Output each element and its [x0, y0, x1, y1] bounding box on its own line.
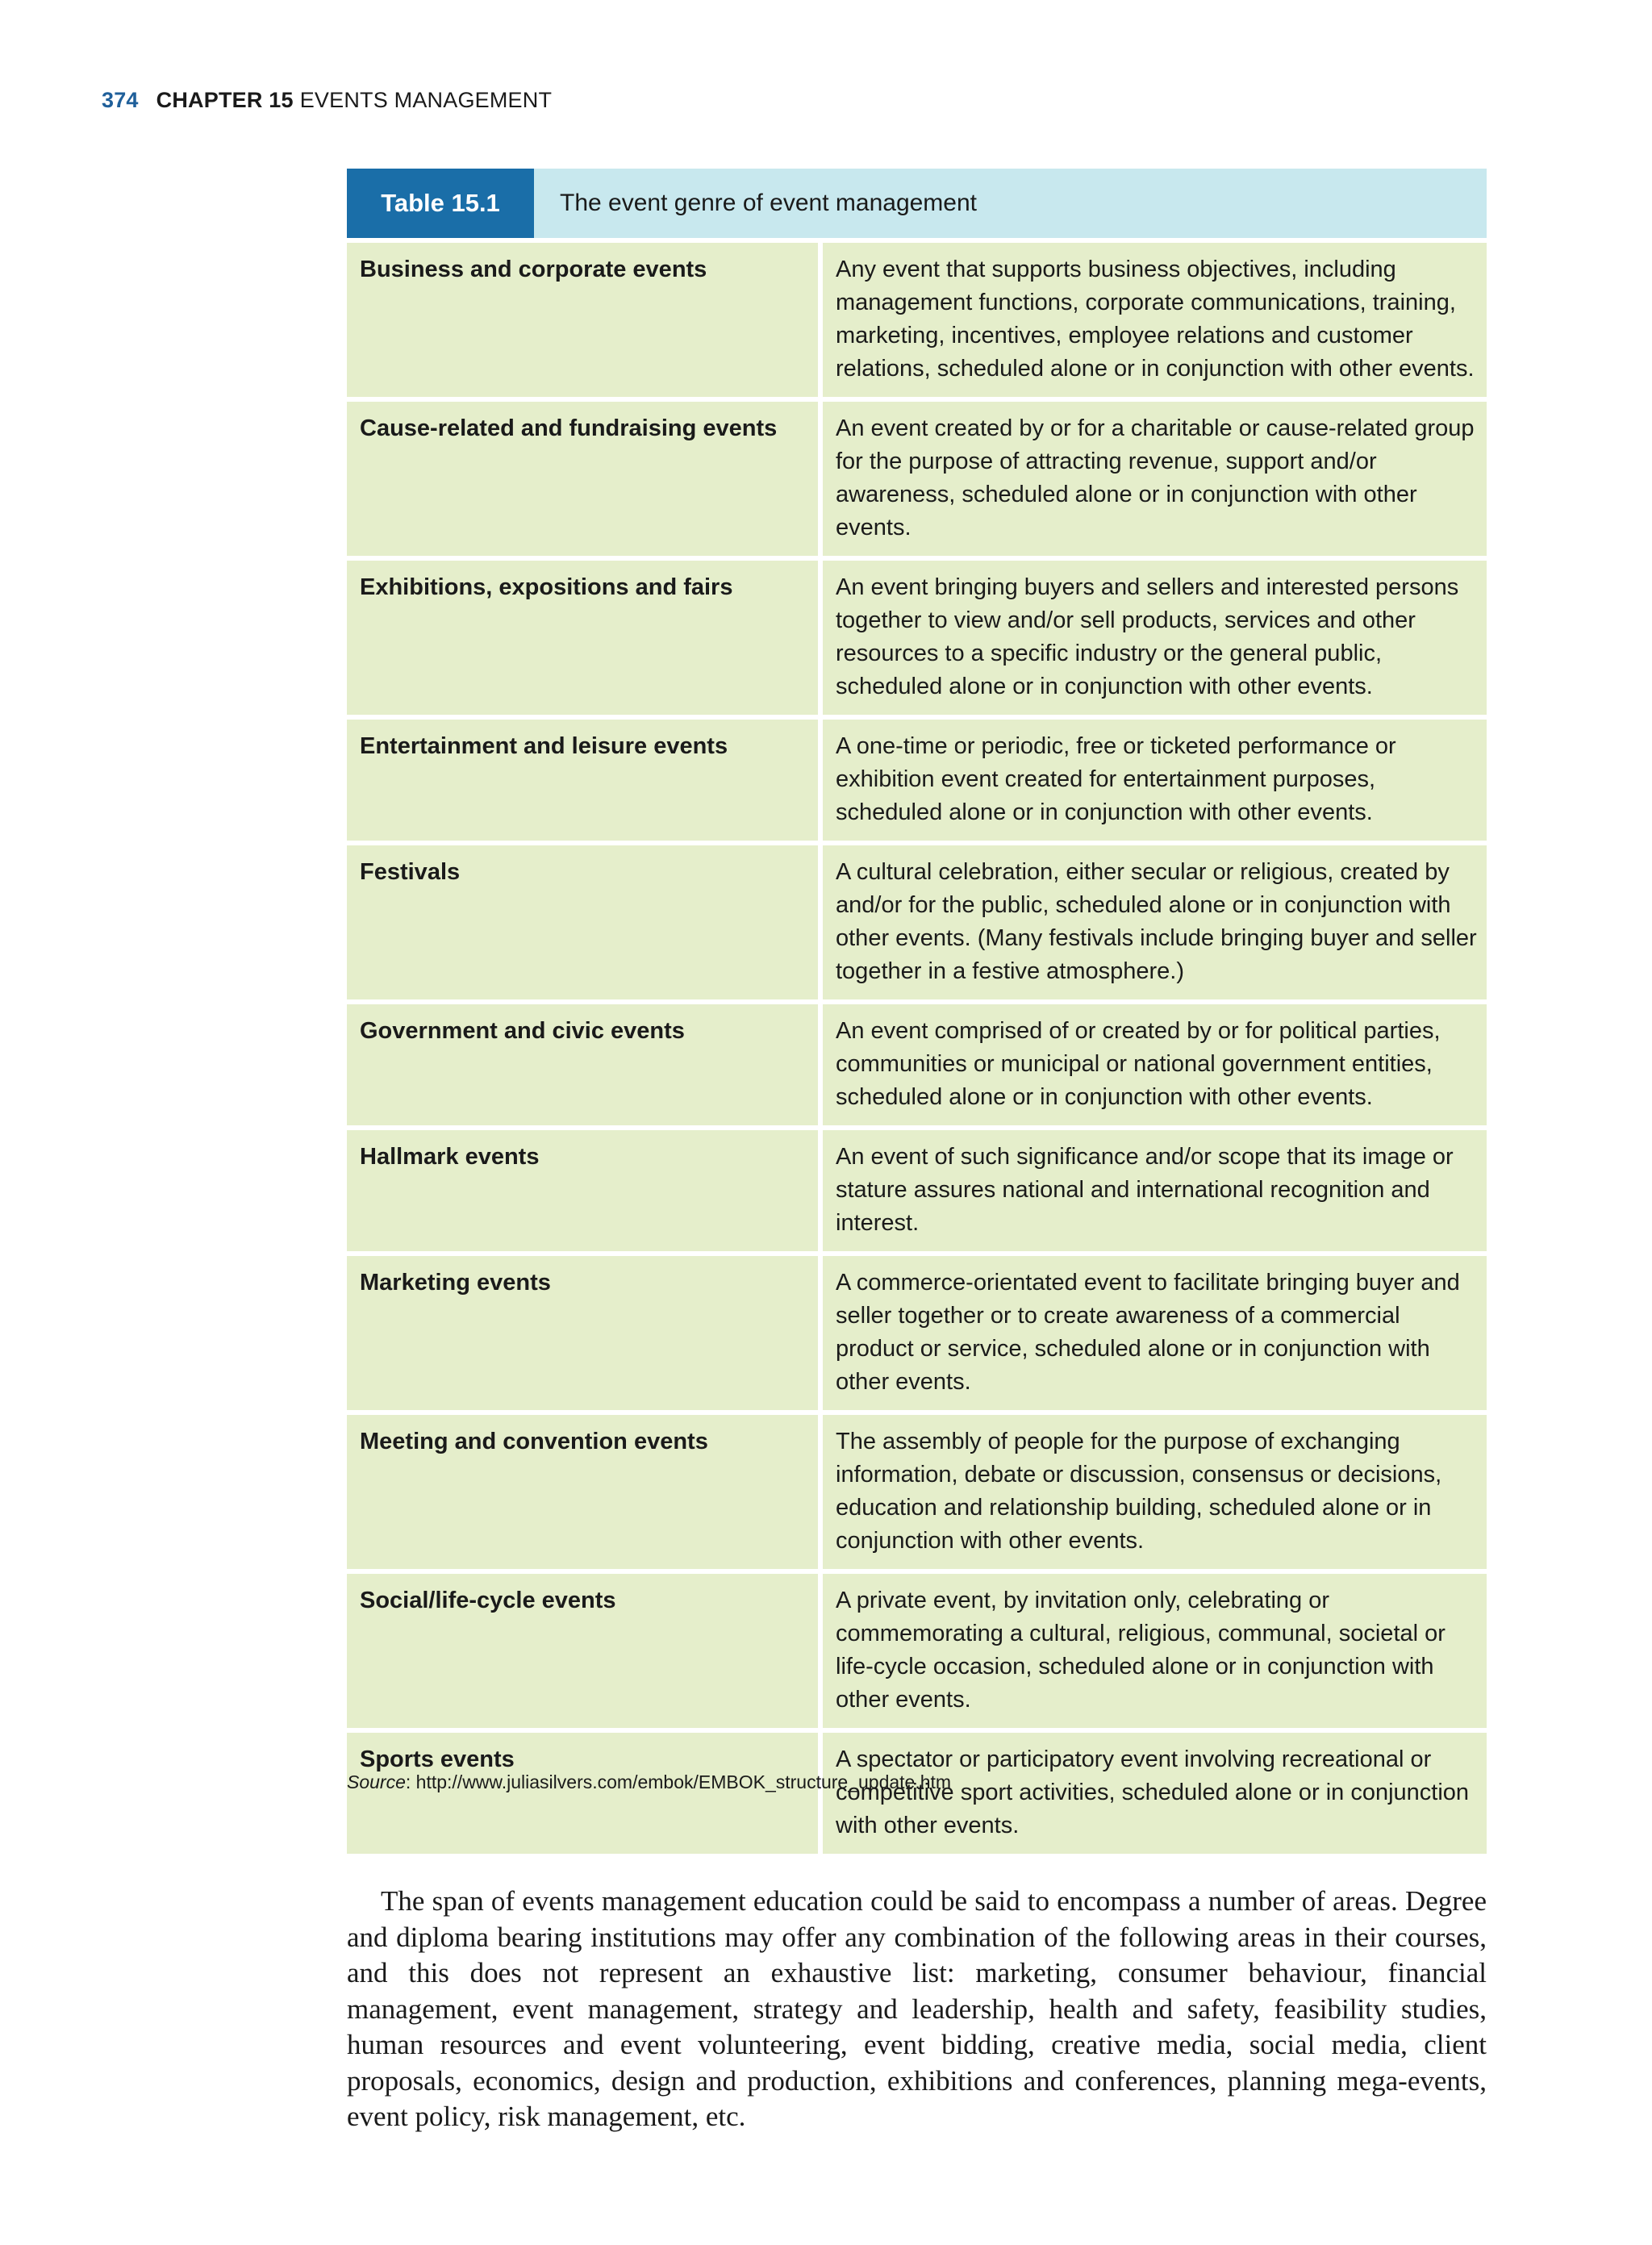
description-cell: An event created by or for a charitable or cause-related group for the purpose of attracting revenue, support and/or awareness, scheduled alone or in conjunction with other events. — [823, 402, 1487, 556]
table-row — [347, 1256, 1487, 1410]
genre-cell: Festivals — [347, 845, 818, 999]
source-url: : http://www.juliasilvers.com/embok/EMBOK_structure_update.htm — [405, 1771, 952, 1792]
table-row — [347, 402, 1487, 556]
genre-cell: Sports events — [347, 1733, 818, 1854]
table-row — [347, 1130, 1487, 1251]
table-row — [347, 1733, 1487, 1854]
description-cell: Any event that supports business objectives, including management functions, corporate communications, training, marketing, incentives, employee relations and customer relations, scheduled alone or in conjunction with other events. — [823, 243, 1487, 397]
table-label: Table 15.1 — [347, 169, 534, 238]
description-cell: An event of such significance and/or scope that its image or stature assures national and international recognition and interest. — [823, 1130, 1487, 1251]
genre-cell: Cause-related and fundraising events — [347, 402, 818, 556]
genre-cell: Meeting and convention events — [347, 1415, 818, 1569]
genre-cell: Business and corporate events — [347, 243, 818, 397]
table-caption — [347, 169, 1487, 238]
genre-cell: Social/life-cycle events — [347, 1574, 818, 1728]
table-row — [347, 720, 1487, 841]
genre-cell: Government and civic events — [347, 1004, 818, 1125]
table-row — [347, 561, 1487, 715]
description-cell: A private event, by invitation only, celebrating or commemorating a cultural, religious, communal, societal or life-cycle occasion, scheduled alone or in conjunction with other events. — [823, 1574, 1487, 1728]
genre-cell: Marketing events — [347, 1256, 818, 1410]
table-row — [347, 1415, 1487, 1569]
running-header — [102, 88, 552, 113]
table-body — [347, 243, 1487, 1854]
description-cell: The assembly of people for the purpose of exchanging information, debate or discussion, consensus or decisions, education and relationship building, scheduled alone or in conjunction with other events. — [823, 1415, 1487, 1569]
description-cell: A spectator or participatory event involving recreational or competitive sport activities, scheduled alone or in conjunction with other events. — [823, 1733, 1487, 1854]
description-cell: A one-time or periodic, free or ticketed performance or exhibition event created for entertainment purposes, scheduled alone or in conjunction with other events. — [823, 720, 1487, 841]
description-cell: An event bringing buyers and sellers and interested persons together to view and/or sell products, services and other resources to a specific industry or the general public, scheduled alone or in conjunction with other events. — [823, 561, 1487, 715]
source-label: Source — [347, 1771, 406, 1792]
body-paragraph: The span of events management education could be said to encompass a number of areas. Degree and diploma bearing institutions may offer any combination of the following areas in their courses, and this does not represent an exhaustive list: marketing, consumer behaviour, financial management, event management, strategy and leadership, health and safety, feasibility studies, human resources and event volunteering, event bidding, creative media, social media, client proposals, economics, design and production, exhibitions and conferences, planning mega-events, event policy, risk management, etc. — [347, 1885, 1487, 2132]
description-cell: An event comprised of or created by or for political parties, communities or municipal or national government entities, scheduled alone or in conjunction with other events. — [823, 1004, 1487, 1125]
event-genre-table — [347, 169, 1487, 1859]
chapter-number: CHAPTER 15 — [156, 88, 294, 112]
genre-cell: Hallmark events — [347, 1130, 818, 1251]
description-cell: A commerce-orientated event to facilitate bringing buyer and seller together or to create awareness of a commercial product or service, scheduled alone or in conjunction with other events. — [823, 1256, 1487, 1410]
description-cell: A cultural celebration, either secular or religious, created by and/or for the public, scheduled alone or in conjunction with other events. (Many festivals include bringing buyer and seller together in a festive atmosphere.) — [823, 845, 1487, 999]
genre-cell: Entertainment and leisure events — [347, 720, 818, 841]
table-row — [347, 845, 1487, 999]
table-title: The event genre of event management — [560, 190, 978, 216]
table-row — [347, 1574, 1487, 1728]
table-row — [347, 243, 1487, 397]
table-row — [347, 1004, 1487, 1125]
chapter-title: EVENTS MANAGEMENT — [299, 88, 553, 112]
page-number: 374 — [102, 88, 139, 112]
table-source-note — [347, 1771, 951, 1793]
genre-cell: Exhibitions, expositions and fairs — [347, 561, 818, 715]
